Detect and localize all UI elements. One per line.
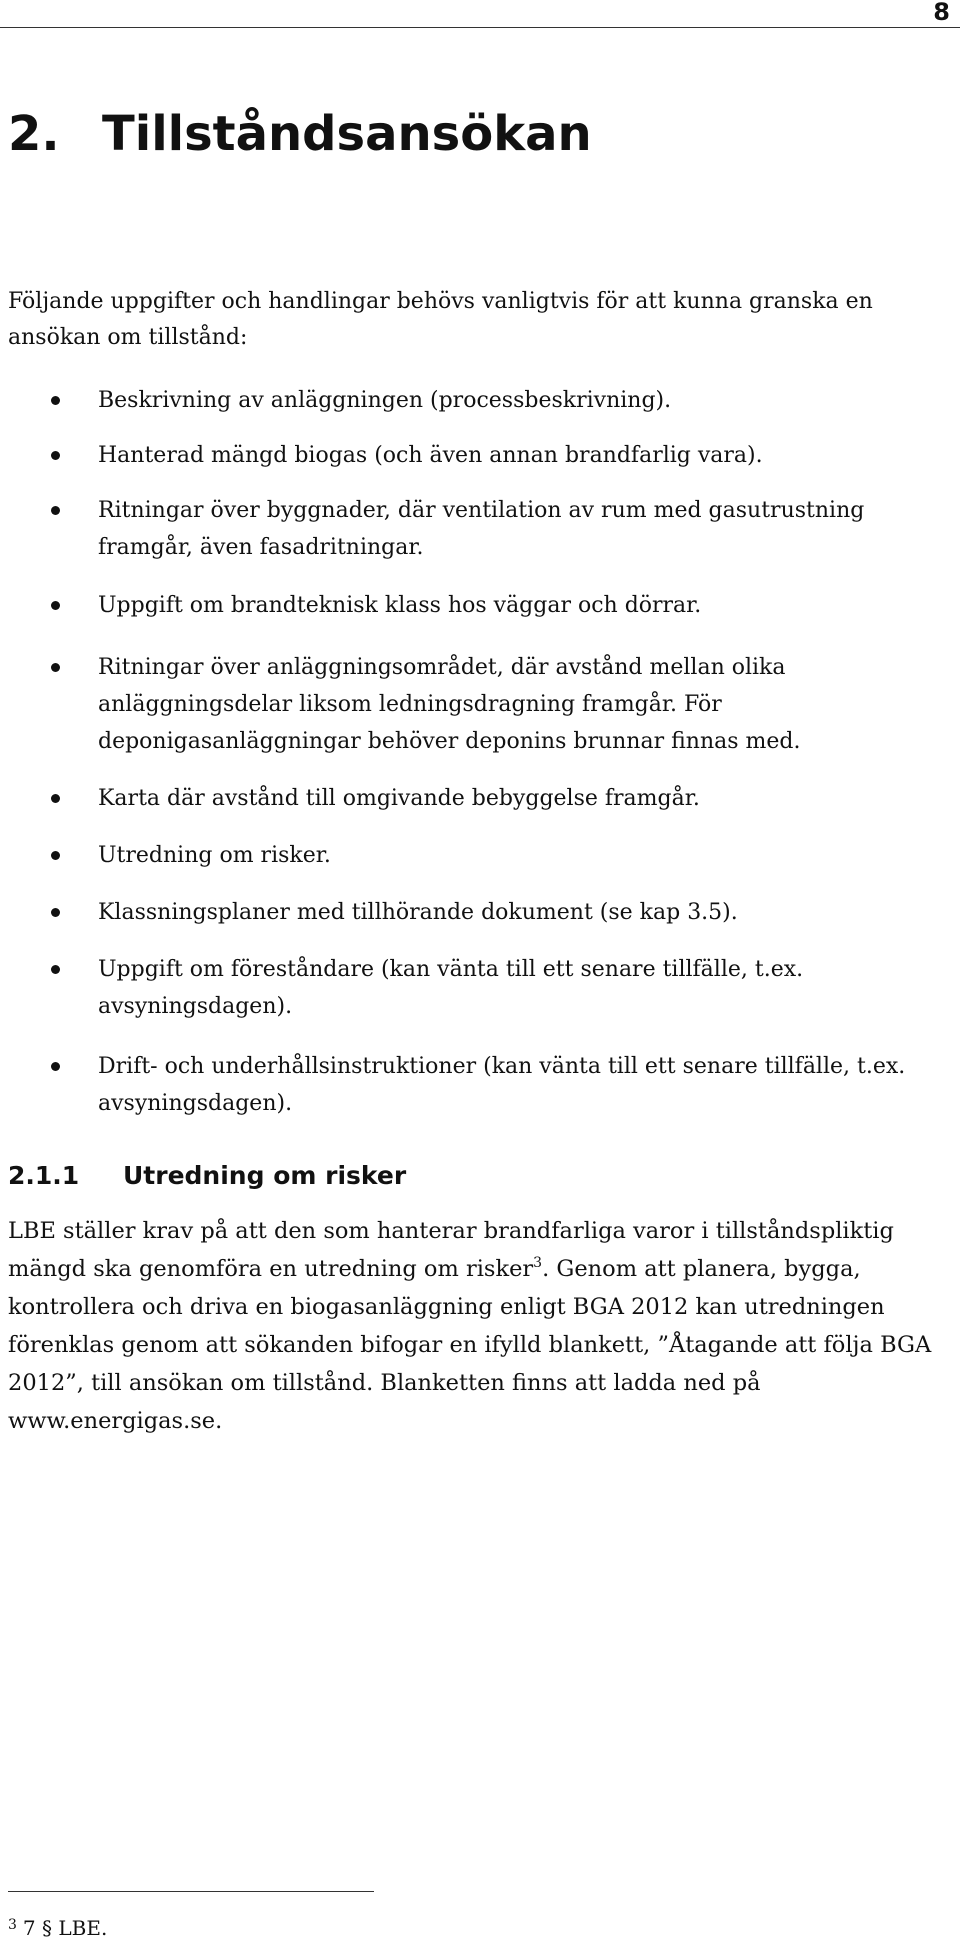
section-title: Utredning om risker <box>123 1161 407 1190</box>
bullet-icon <box>51 1062 60 1071</box>
bullet-icon <box>51 965 60 974</box>
list-item-text: Hanterad mängd biogas (och även annan brandfarlig vara). <box>98 443 763 468</box>
chapter-title: Tillståndsansökan <box>102 106 592 162</box>
paragraph-text: LBE ställer krav på att den som hanterar brandfarliga varor i tillståndspliktig mängd ska genomföra en utredning om risker <box>8 1218 894 1282</box>
list-item-text: Ritningar över anläggningsområdet, där avstånd mellan olika anläggningsdelar liksom ledningsdragning framgår. För deponigasanläggningar behöver deponins brunnar finnas med. <box>98 655 801 754</box>
bullet-icon <box>51 451 60 460</box>
list-item-text: Utredning om risker. <box>98 843 331 868</box>
list-item <box>0 382 918 419</box>
requirements-list <box>0 382 960 1122</box>
list-item-text: Ritningar över byggnader, där ventilation av rum med gasutrustning framgår, även fasadritningar. <box>98 498 865 560</box>
section-paragraph <box>8 1212 953 1440</box>
bullet-icon <box>51 663 60 672</box>
list-item <box>0 951 918 1025</box>
list-item-text: Klassningsplaner med tillhörande dokument (se kap 3.5). <box>98 900 738 925</box>
list-item-text: Beskrivning av anläggningen (processbeskrivning). <box>98 388 672 413</box>
footnote-divider <box>8 1891 374 1892</box>
footnote-text: 7 § LBE. <box>22 1916 108 1940</box>
paragraph-text-continued: . Genom att planera, bygga, kontrollera och driva en biogasanläggning enligt BGA 2012 kan utredningen förenklas genom att sökanden bifogar en ifylld blankett, ”Åtagande att följa BGA 2012”, till ansökan om tillstånd. Blanketten finns att ladda ned på www.energigas.se. <box>8 1256 932 1434</box>
bullet-icon <box>51 908 60 917</box>
list-item-text: Uppgift om föreståndare (kan vänta till ett senare tillfälle, t.ex. avsyningsdagen). <box>98 957 804 1019</box>
page-number: 8 <box>933 0 950 26</box>
chapter-number: 2. <box>8 106 60 162</box>
list-item <box>0 587 918 624</box>
bullet-icon <box>51 506 60 515</box>
bullet-icon <box>51 601 60 610</box>
header-divider <box>0 27 960 28</box>
list-item <box>0 894 918 931</box>
footnote-mark: 3 <box>8 1917 17 1933</box>
chapter-heading <box>8 104 592 164</box>
footnote <box>8 1910 107 1943</box>
bullet-icon <box>51 794 60 803</box>
list-item <box>0 1048 918 1122</box>
list-item-text: Drift- och underhållsinstruktioner (kan vänta till ett senare tillfälle, t.ex. avsyningsdagen). <box>98 1054 906 1116</box>
section-heading <box>8 1158 406 1194</box>
list-item <box>0 837 918 874</box>
section-number: 2.1.1 <box>8 1161 80 1190</box>
list-item-text: Uppgift om brandteknisk klass hos väggar och dörrar. <box>98 593 702 618</box>
list-item <box>0 492 918 566</box>
list-item <box>0 437 918 474</box>
list-item <box>0 780 918 817</box>
intro-paragraph: Följande uppgifter och handlingar behövs vanligtvis för att kunna granska en ansökan om tillstånd: <box>8 289 873 350</box>
list-item-text: Karta där avstånd till omgivande bebyggelse framgår. <box>98 786 700 811</box>
bullet-icon <box>51 396 60 405</box>
bullet-icon <box>51 851 60 860</box>
list-item <box>0 649 918 760</box>
footnote-reference: 3 <box>533 1255 543 1271</box>
